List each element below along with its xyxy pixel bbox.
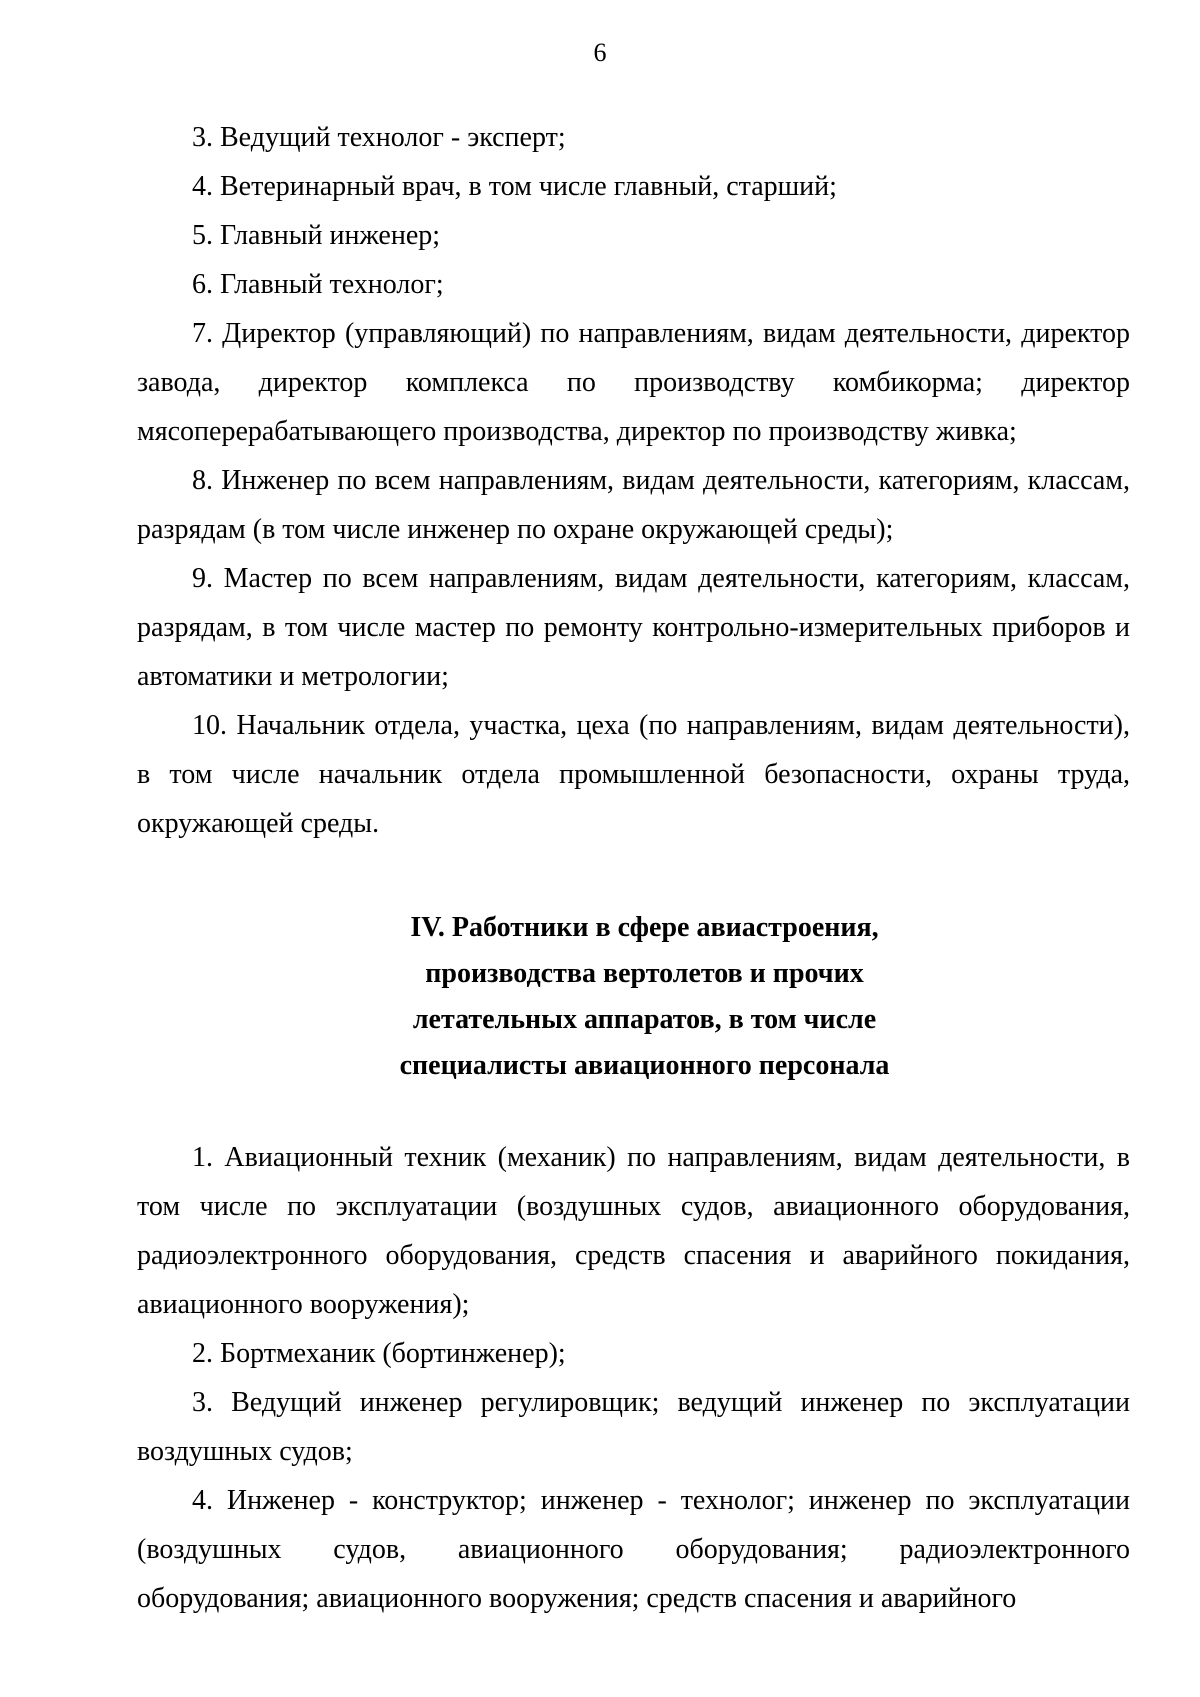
section-iv-heading-line-3: летательных аппаратов, в том числе — [412, 1004, 877, 1035]
section-iv-item-1: 1. Авиационный техник (механик) по направлениям, видам деятельности, в том числе по эксплуатации (воздушных судов, авиационного оборудования, радиоэлектронного оборудования, средств спасения и аварийного покидания, авиационного вооружения); — [137, 1142, 1130, 1320]
section-iv-item-3: 3. Ведущий инженер регулировщик; ведущий инженер по эксплуатации воздушных судов; — [137, 1387, 1130, 1467]
section-iv-item-4: 4. Инженер - конструктор; инженер - технолог; инженер по эксплуатации (воздушных судов, авиационного оборудования; радиоэлектронного оборудования; авиационного вооружения; средств спасения и аварийного — [137, 1485, 1130, 1614]
list-item-prev-9: 9. Мастер по всем направлениям, видам деятельности, категориям, классам, разрядам, в том числе мастер по ремонту контрольно-измерительных приборов и автоматики и метрологии; — [137, 563, 1130, 692]
section-iv-heading-line-2: производства вертолетов и прочих — [425, 958, 864, 989]
page-number: 6 — [593, 38, 607, 67]
list-item-prev-8: 8. Инженер по всем направлениям, видам деятельности, категориям, классам, разрядам (в том числе инженер по охране окружающей среды); — [137, 465, 1130, 545]
list-item-prev-7: 7. Директор (управляющий) по направлениям, видам деятельности, директор завода, директор комплекса по производству комбикорма; директор мясоперерабатывающего производства, директор по производству живка; — [137, 318, 1130, 447]
section-iv-item-2: 2. Бортмеханик (бортинженер); — [192, 1338, 566, 1369]
section-iv-heading — [137, 905, 1130, 1089]
page-content — [137, 113, 1130, 1623]
section-iv-heading-line-4: специалисты авиационного персонала — [399, 1050, 890, 1081]
list-item-prev-6: 6. Главный технолог; — [192, 269, 444, 300]
list-item-prev-3: 3. Ведущий технолог - эксперт; — [192, 122, 566, 153]
list-item-prev-4: 4. Ветеринарный врач, в том числе главный, старший; — [192, 171, 837, 202]
list-item-prev-5: 5. Главный инженер; — [192, 220, 441, 251]
list-item-prev-10: 10. Начальник отдела, участка, цеха (по направлениям, видам деятельности), в том числе начальник отдела промышленной безопасности, охраны труда, окружающей среды. — [137, 710, 1130, 839]
section-iv-heading-line-1: IV. Работники в сфере авиастроения, — [410, 912, 879, 943]
